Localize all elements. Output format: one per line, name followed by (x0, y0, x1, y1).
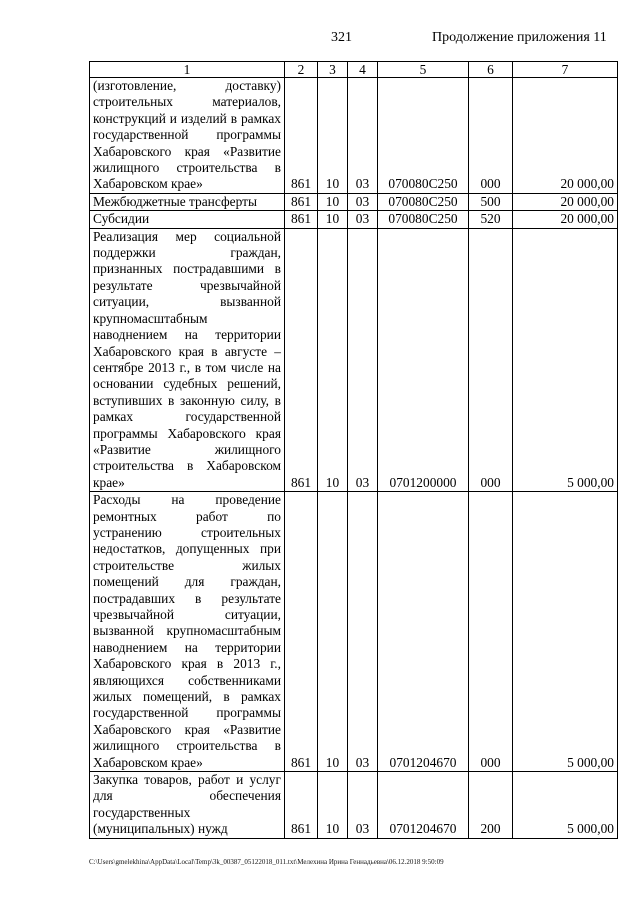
budget-table (89, 61, 618, 839)
table-row (90, 492, 618, 772)
column-header: 3 (318, 62, 348, 78)
table-row (90, 78, 618, 194)
row-section: 10 (318, 228, 348, 492)
table-header-row (90, 62, 618, 78)
row-code: 861 (285, 772, 318, 839)
row-section: 10 (318, 78, 348, 194)
row-amount: 20 000,00 (513, 211, 618, 228)
row-description: Расходы на проведение ремонтных работ по устранению строительных недостатков, допущенных при строительстве жилых помещений для граждан, пострадавших в результате чрезвычайной ситуации, вызванной крупномасштабным наводнением на территории Хабаровского края в 2013 г., являющихся собственниками жилых помещений, в рамках государственной программы Хабаровского края «Развитие жилищного строительства в Хабаровском крае» (90, 492, 285, 772)
row-code: 861 (285, 193, 318, 210)
row-section: 10 (318, 492, 348, 772)
row-expense-type: 000 (469, 492, 513, 772)
row-description: Субсидии (90, 211, 285, 228)
row-subsection: 03 (348, 772, 378, 839)
row-target-article: 0701204670 (378, 772, 469, 839)
row-subsection: 03 (348, 228, 378, 492)
row-expense-type: 000 (469, 228, 513, 492)
row-section: 10 (318, 193, 348, 210)
row-amount: 20 000,00 (513, 78, 618, 194)
row-amount: 5 000,00 (513, 492, 618, 772)
row-amount: 5 000,00 (513, 228, 618, 492)
table-row (90, 193, 618, 210)
row-target-article: 0701200000 (378, 228, 469, 492)
column-header: 6 (469, 62, 513, 78)
row-expense-type: 200 (469, 772, 513, 839)
row-target-article: 0701204670 (378, 492, 469, 772)
row-target-article: 070080С250 (378, 211, 469, 228)
column-header: 7 (513, 62, 618, 78)
row-expense-type: 500 (469, 193, 513, 210)
row-amount: 20 000,00 (513, 193, 618, 210)
row-description: Закупка товаров, работ и услуг для обеспечения государственных (муниципальных) нужд (90, 772, 285, 839)
table-row (90, 228, 618, 492)
column-header: 1 (90, 62, 285, 78)
row-section: 10 (318, 772, 348, 839)
row-expense-type: 520 (469, 211, 513, 228)
row-code: 861 (285, 78, 318, 194)
row-amount: 5 000,00 (513, 772, 618, 839)
row-subsection: 03 (348, 193, 378, 210)
row-description: Реализация мер социальной поддержки граждан, признанных пострадавшими в результате чрезвычайной ситуации, вызванной крупномасштабным наводнением на территории Хабаровского края в августе – сентябре 2013 г., в том числе на основании судебных решений, вступивших в законную силу, в рамках государственной программы Хабаровского края «Развитие жилищного строительства в Хабаровском крае» (90, 228, 285, 492)
row-code: 861 (285, 492, 318, 772)
row-subsection: 03 (348, 78, 378, 194)
row-code: 861 (285, 211, 318, 228)
column-header: 2 (285, 62, 318, 78)
row-description: (изготовление, доставку) строительных материалов, конструкций и изделий в рамках государственной программы Хабаровского края «Развитие жилищного строительства в Хабаровском крае» (90, 78, 285, 194)
row-subsection: 03 (348, 492, 378, 772)
row-code: 861 (285, 228, 318, 492)
footer-file-path: C:\Users\gmelekhina\AppData\Local\Temp\3k_00387_05122018_011.txt\Мелехина Ирина Геннадьевна\06.12.2018 9:50:09 (89, 858, 444, 866)
column-header: 4 (348, 62, 378, 78)
row-section: 10 (318, 211, 348, 228)
page-number: 321 (331, 30, 352, 45)
table-row (90, 772, 618, 839)
row-target-article: 070080С250 (378, 78, 469, 194)
row-subsection: 03 (348, 211, 378, 228)
column-header: 5 (378, 62, 469, 78)
row-description: Межбюджетные трансферты (90, 193, 285, 210)
row-expense-type: 000 (469, 78, 513, 194)
table-row (90, 211, 618, 228)
row-target-article: 070080С250 (378, 193, 469, 210)
appendix-continuation-label: Продолжение приложения 11 (432, 30, 607, 45)
